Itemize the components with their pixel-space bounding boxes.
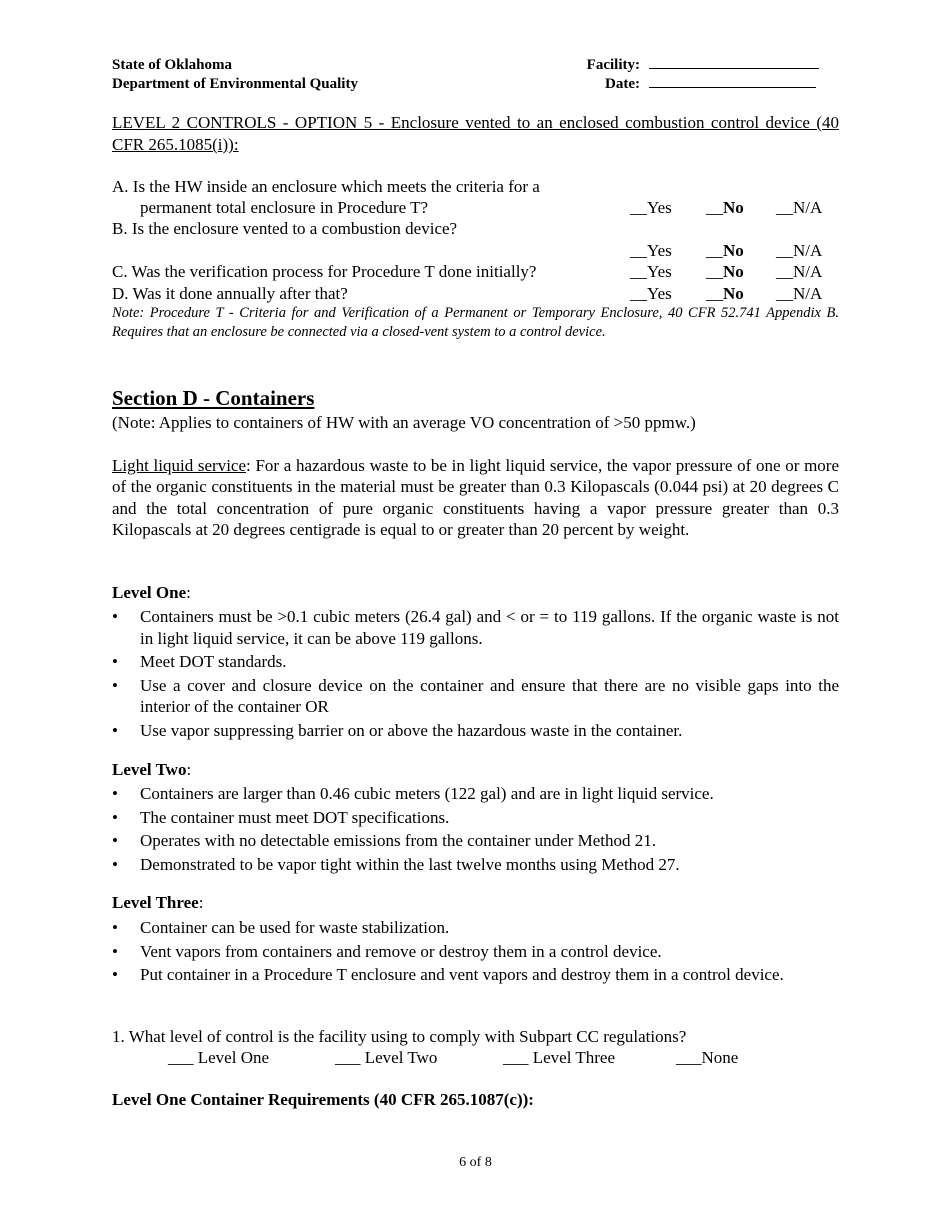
level-two-list — [112, 783, 839, 877]
answer-no[interactable] — [706, 197, 776, 218]
list-item: • Put container in a Procedure T enclosure and vent vapors and destroy them in a control device. — [112, 964, 839, 986]
answer-na[interactable]: __N/A — [776, 262, 823, 281]
answer-no-text: No — [723, 262, 744, 281]
level-three-list — [112, 917, 839, 988]
list-item: • Containers must be >0.1 cubic meters (26.4 gal) and < or = to 119 gallons. If the organic waste is not in light liquid service, it can be above 119 gallons. — [112, 606, 839, 649]
level-one-list — [112, 606, 839, 743]
list-item: • Container can be used for waste stabilization. — [112, 917, 839, 939]
answer-no-blank: __ — [706, 198, 723, 217]
page-number: 6 of 8 — [459, 1155, 492, 1170]
answer-yes[interactable]: __Yes — [630, 262, 672, 281]
option-title: LEVEL 2 CONTROLS - OPTION 5 - Enclosure vented to an enclosed combustion control device (40 CFR 265.1085(i)): — [112, 113, 839, 154]
answer-na[interactable]: __N/A — [776, 198, 823, 217]
answer-no-text: No — [723, 241, 744, 260]
answer-no-text: No — [723, 198, 744, 217]
question-b: B. Is the enclosure vented to a combustion device? — [112, 219, 458, 238]
question-c: C. Was the verification process for Procedure T done initially? — [112, 262, 537, 281]
level-one-requirements-heading: Level One Container Requirements (40 CFR 265.1087(c)): — [112, 1090, 534, 1109]
answer-row-d — [630, 283, 822, 304]
answer-na[interactable]: __N/A — [776, 241, 823, 260]
org-department: Department of Environmental Quality — [112, 76, 358, 92]
answer-no-text: No — [723, 284, 744, 303]
answer-no-blank: __ — [706, 241, 723, 260]
answer-no[interactable] — [706, 261, 776, 282]
answer-no-blank: __ — [706, 284, 723, 303]
question-a-line1: A. Is the HW inside an enclosure which meets the criteria for a — [112, 177, 540, 196]
section-d-title: Section D - Containers — [112, 386, 315, 410]
answer-no[interactable] — [706, 283, 776, 304]
level-one-heading: Level One: — [112, 583, 191, 602]
list-item: • Demonstrated to be vapor tight within the last twelve months using Method 27. — [112, 854, 839, 876]
light-liquid-paragraph — [112, 455, 839, 540]
answer-no-blank: __ — [706, 262, 723, 281]
answer-row-c — [630, 261, 822, 282]
answer-na[interactable]: __N/A — [776, 284, 823, 303]
org-state: State of Oklahoma — [112, 57, 232, 73]
org-header — [112, 56, 358, 94]
level-one-title: Level One — [112, 583, 187, 602]
option-level-three[interactable]: ___ Level Three — [503, 1048, 616, 1067]
facility-label: Facility: — [586, 57, 640, 73]
question-1: 1. What level of control is the facility using to comply with Subpart CC regulations? — [112, 1027, 687, 1046]
document-page — [112, 0, 839, 1230]
light-liquid-term: Light liquid service — [112, 456, 247, 475]
option-none[interactable]: ___None — [676, 1048, 739, 1067]
answer-row-a — [630, 197, 822, 218]
list-item: • Use vapor suppressing barrier on or above the hazardous waste in the container. — [112, 720, 839, 742]
list-item: • Meet DOT standards. — [112, 651, 839, 673]
facility-field[interactable] — [649, 56, 819, 69]
date-label: Date: — [605, 76, 640, 92]
facility-date-header — [585, 56, 819, 94]
procedure-t-note: Note: Procedure T - Criteria for and Verification of a Permanent or Temporary Enclosure, 40 CFR 52.741 Appendix B. Requires that an enclosure be connected via a closed-vent system to a control device. — [112, 305, 839, 340]
answer-yes[interactable]: __Yes — [630, 198, 672, 217]
date-field[interactable] — [649, 75, 816, 88]
answer-yes[interactable]: __Yes — [630, 241, 672, 260]
question-a — [112, 176, 540, 218]
answer-row-b — [630, 240, 822, 261]
list-item: • Operates with no detectable emissions from the container under Method 21. — [112, 830, 839, 852]
level-three-heading: Level Three: — [112, 893, 204, 912]
option-level-two[interactable]: ___ Level Two — [335, 1048, 438, 1067]
level-three-title: Level Three — [112, 893, 199, 912]
level-two-title: Level Two — [112, 760, 187, 779]
question-d: D. Was it done annually after that? — [112, 284, 348, 303]
list-item: • Use a cover and closure device on the container and ensure that there are no visible gaps into the interior of the container OR — [112, 675, 839, 718]
option-level-one[interactable]: ___ Level One — [168, 1048, 270, 1067]
light-liquid-definition: : For a hazardous waste to be in light liquid service, the vapor pressure of one or more of the organic constituents in the material must be greater than 0.3 Kilopascals (0.044 psi) at 20 degrees C and the total concentration of pure organic constituents having a vapor pressure greater than 0.3 Kilopascals at 20 degrees centigrade is equal to or greater than 20 percent by weight. — [112, 456, 839, 539]
list-item: • Vent vapors from containers and remove or destroy them in a control device. — [112, 941, 839, 963]
question-a-line2: permanent total enclosure in Procedure T? — [140, 198, 429, 217]
answer-yes[interactable]: __Yes — [630, 284, 672, 303]
list-item: • Containers are larger than 0.46 cubic meters (122 gal) and are in light liquid service. — [112, 783, 839, 805]
section-d-applies-note: (Note: Applies to containers of HW with an average VO concentration of >50 ppmw.) — [112, 413, 696, 432]
answer-no[interactable] — [706, 240, 776, 261]
list-item: • The container must meet DOT specifications. — [112, 807, 839, 829]
level-two-heading: Level Two: — [112, 760, 192, 779]
control-level-options — [168, 1048, 738, 1068]
